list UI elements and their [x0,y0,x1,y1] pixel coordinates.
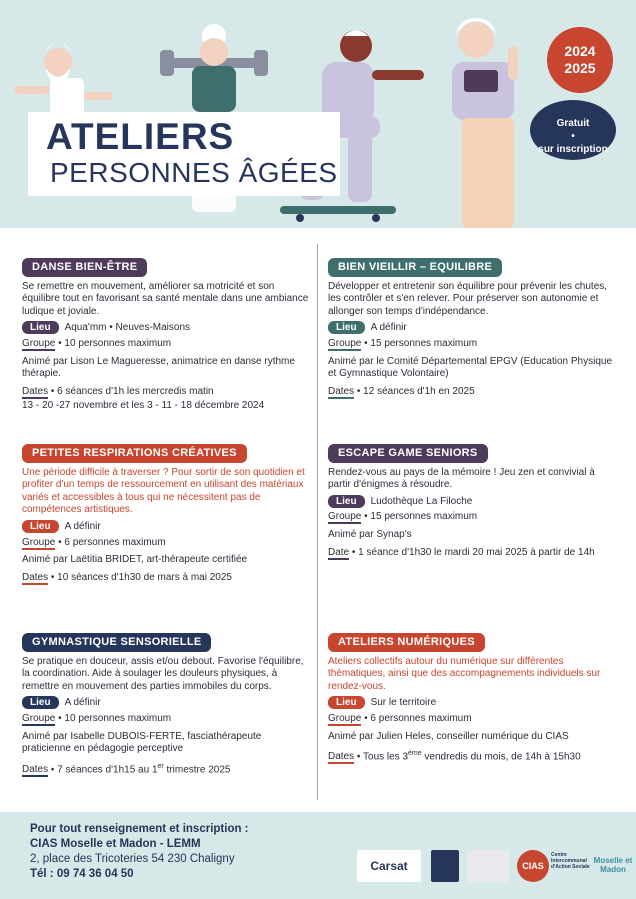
dates-label: Dates [22,571,49,583]
groupe-value: • 6 personnes maximum [55,536,166,548]
workshop-groupe [22,537,312,550]
groupe-label: Groupe [22,337,56,349]
workshop-dates [22,386,312,399]
contact-address: 2, place des Tricoteries 54 230 Chaligny [30,853,235,865]
badge-line-2: • [571,131,575,142]
workshop-groupe [328,338,618,351]
page-title: ATELIERS [46,116,235,157]
dates-value-post: trimestre 2025 [163,764,231,776]
lieu-tag: Lieu [22,520,59,533]
groupe-label: Groupe [22,536,56,548]
workshop-respirations [22,444,312,584]
workshop-description: Se remettre en mouvement, améliorer sa motricité et son équilibre tout en favorisant sa santé mentale dans une ambiance ludique et joviale. [22,280,309,317]
groupe-value: • 15 personnes maximum [361,511,478,523]
dates-label: Dates [22,385,49,397]
workshop-groupe [328,713,618,726]
workshop-lieu [328,495,618,509]
footer [0,812,636,899]
groupe-label: Groupe [328,511,362,523]
dates-value-post: vendredis du mois, de 14h à 15h30 [421,751,581,763]
workshop-anime: Animé par Isabelle DUBOIS-FERTE, fasciathérapeute praticienne en pédagogie perceptive [22,730,262,755]
page-subtitle: PERSONNES ÂGÉES [50,157,338,188]
dates-value-pre: • 7 séances d'1h15 au 1 [48,764,158,776]
groupe-label: Groupe [22,712,56,724]
column-divider [317,244,318,800]
workshop-description: Se pratique en douceur, assis et/ou debout. Favorise l'équilibre, la coordination. Aide à soulager les douleurs physiques, à remettre en mouvement des parties immobiles du corps. [22,655,304,692]
departement-logo [467,850,509,882]
moselle-madon-logo: Moselle et Madon [593,856,633,874]
lieu-tag: Lieu [22,696,59,709]
lieu-value: A définir [370,322,407,334]
dates-value: • 1 séance d'1h30 le mardi 20 mai 2025 à partir de 14h [349,546,595,558]
workshop-anime: Animé par Laëtitia BRIDET, art-thérapeute certifiée [22,554,248,566]
workshop-title: PETITES RESPIRATIONS CRÉATIVES [22,444,247,463]
workshop-dates [22,572,312,585]
workshop-description: Rendez-vous au pays de la mémoire ! Jeu zen et convivial à partir d'énigmes à résoudre. [328,466,595,491]
workshop-anime: Animé par Julien Heles, conseiller numérique du CIAS [328,730,569,742]
conference-logo [431,850,459,882]
workshop-lieu [328,321,618,335]
carsat-logo: Carsat [357,850,421,882]
dates-value-pre: • Tous les 3 [354,751,409,763]
lieu-value: A définir [64,697,101,709]
workshop-numeriques [328,633,618,764]
workshop-gym [22,633,312,777]
dates-value: • 12 séances d'1h en 2025 [354,385,475,397]
dates-label: Date [328,546,350,558]
contact-line-1: Pour tout renseignement et inscription : [30,823,249,835]
lieu-tag: Lieu [328,321,365,334]
dates-label: Dates [328,751,355,763]
workshop-title: GYMNASTIQUE SENSORIELLE [22,633,211,652]
senior-runner-illustration [14,44,112,118]
dates-label: Dates [328,385,355,397]
workshop-title: BIEN VIEILLIR – EQUILIBRE [328,258,502,277]
free-registration-badge [530,100,616,160]
workshop-groupe [22,338,312,351]
header-banner [0,0,636,228]
year-start: 2024 [564,43,596,59]
workshop-anime: Animé par Lison Le Magueresse, animatrice en danse rythme thérapie. [22,355,295,380]
groupe-value: • 6 personnes maximum [361,712,472,724]
dates-value: • 10 séances d'1h30 de mars à mai 2025 [48,571,232,583]
contact-phone: Tél : 09 74 36 04 50 [30,868,134,880]
workshop-dates [22,761,312,777]
workshop-lieu [22,520,312,534]
workshop-escape [328,444,618,559]
groupe-value: • 10 personnes maximum [55,712,172,724]
workshop-lieu [22,321,312,335]
workshop-anime: Animé par Synap's [328,528,412,540]
lieu-tag: Lieu [328,696,365,709]
workshop-title: ATELIERS NUMÉRIQUES [328,633,485,652]
workshop-anime: Animé par le Comité Départemental EPGV (Education Physique et Gymnastique Volontaire) [328,355,613,380]
workshop-description: Développer et entretenir son équilibre pour prévenir les chutes, les contrôler et s'en relever. Pour préserver son autonomie et allonger son temps d'indépendance. [328,280,608,317]
year-end: 2025 [564,60,596,76]
lieu-tag: Lieu [22,321,59,334]
workshop-description: Ateliers collectifs autour du numérique sur différentes thématiques, ainsi que des accompagnements individuels sur rendez-vous. [328,655,601,692]
groupe-value: • 10 personnes maximum [55,337,172,349]
workshop-equilibre [328,258,618,398]
groupe-label: Groupe [328,712,362,724]
senior-tablet-illustration [452,18,518,228]
workshop-dates [328,547,618,560]
cias-logo: CIAS [517,850,549,882]
dates-value: • 6 séances d'1h les mercredis matin [48,385,214,397]
lieu-tag: Lieu [328,495,365,508]
workshop-lieu [22,696,312,710]
dates-sup: er [157,762,164,770]
lieu-value: A définir [64,520,101,532]
workshop-lieu [328,696,618,710]
badge-line-3: sur inscription [538,144,608,155]
workshop-groupe [22,713,312,726]
groupe-label: Groupe [328,337,362,349]
workshop-groupe [328,511,618,524]
lieu-value: Sur le territoire [370,697,437,709]
workshop-description: Une période difficile à traverser ? Pour sortir de son quotidien et profiter d'un temps de ressourcement en utilisant des matériaux variés et accessibles à tous qui ne nécessitent pas de compétences artistiques. [22,466,305,516]
workshop-title: DANSE BIEN-ÊTRE [22,258,147,277]
workshop-dates [328,386,618,399]
groupe-value: • 15 personnes maximum [361,337,478,349]
contact-line-2: CIAS Moselle et Madon - LEMM [30,838,201,850]
dates-sup: ème [408,750,422,758]
lieu-value: Ludothèque La Filoche [370,495,473,507]
dates-label: Dates [22,764,49,776]
dates-extra: 13 - 20 -27 novembre et les 3 - 11 - 18 décembre 2024 [22,400,265,412]
workshop-title: ESCAPE GAME SENIORS [328,444,488,463]
contact-info [30,822,249,882]
badge-line-1: Gratuit [556,118,590,129]
cias-caption: Centre Intercommunal d'Action Sociale [551,852,590,870]
workshop-dates [328,748,618,764]
year-badge [547,27,613,93]
workshop-danse [22,258,312,413]
lieu-value: Aqua'mm • Neuves-Maisons [64,322,191,334]
